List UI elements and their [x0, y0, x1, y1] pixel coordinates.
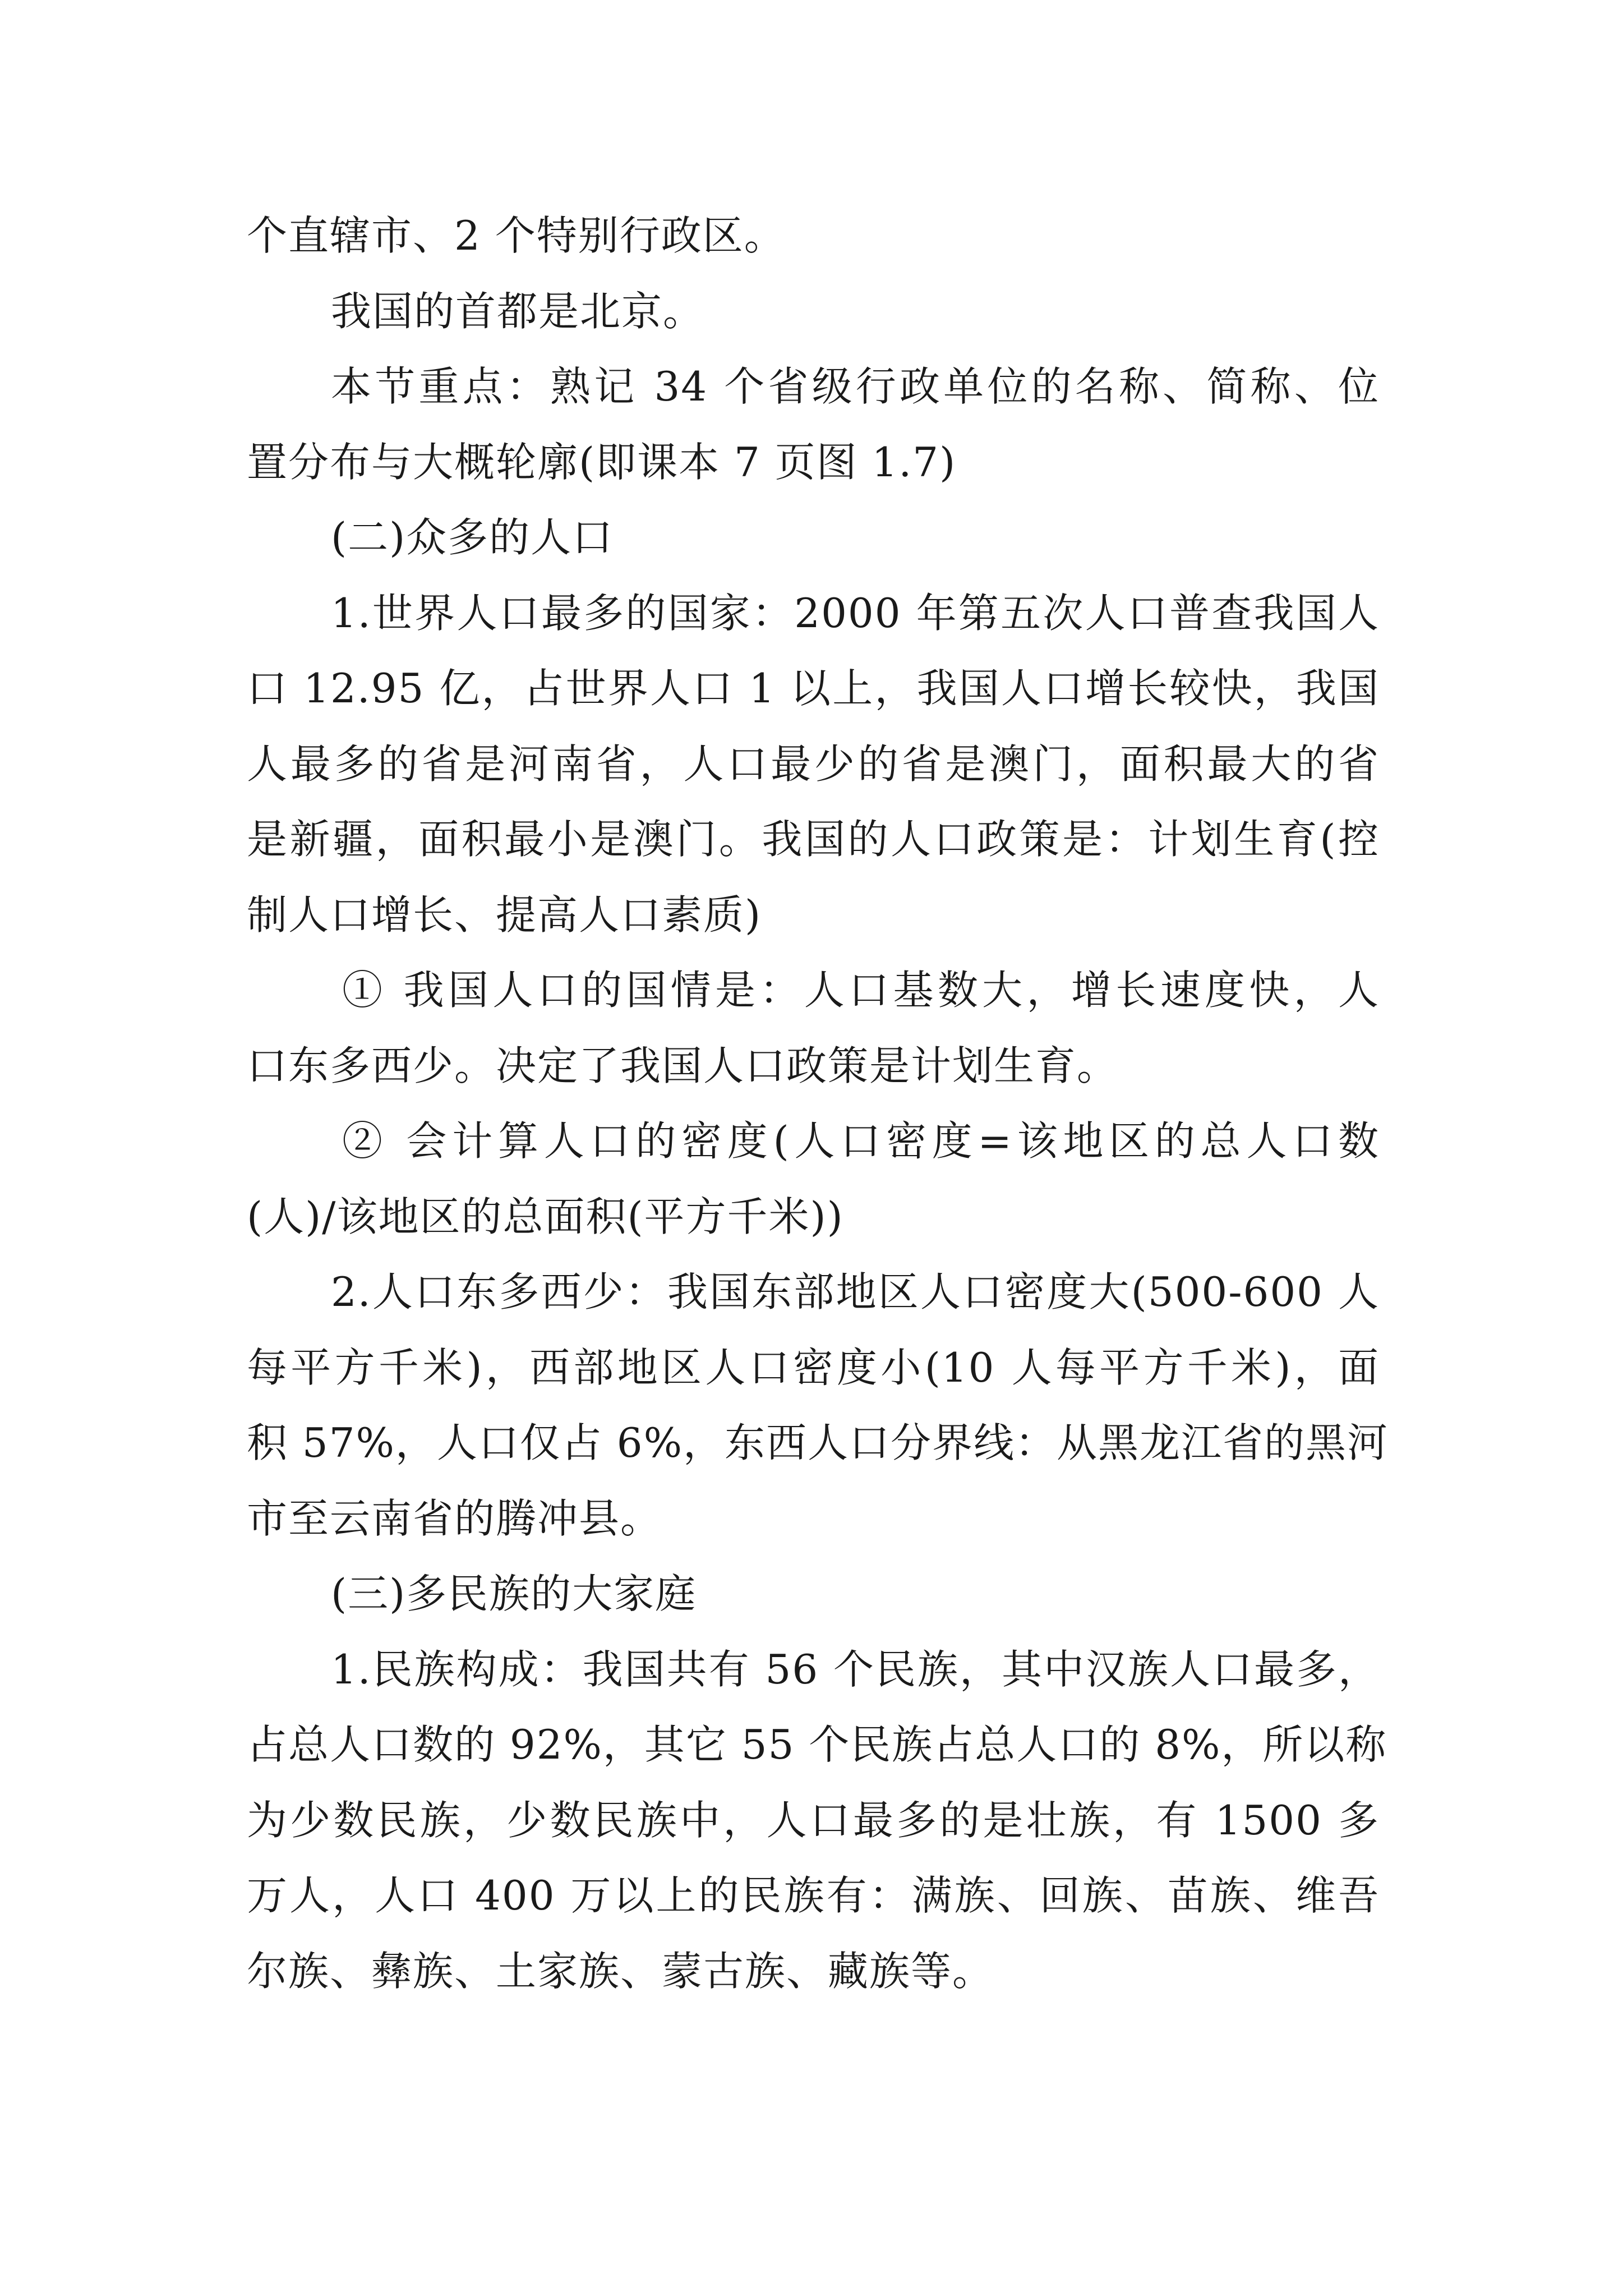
text-line: 占总人口数的 92%，其它 55 个民族占总人口的 8%，所以称	[247, 1721, 1387, 1768]
text-line: 个直辖市、2 个特别行政区。	[247, 212, 786, 259]
text-line: 口 12.95 亿，占世界人口 1 以上，我国人口增长较快，我国	[247, 665, 1380, 712]
text-line: 我国的首都是北京。	[331, 288, 705, 335]
text-line: 万人，人口 400 万以上的民族有：满族、回族、苗族、维吾	[247, 1872, 1380, 1919]
section-heading: (二)众多的人口	[331, 514, 614, 561]
text-line: 尔族、彝族、土家族、蒙古族、藏族等。	[247, 1948, 994, 1995]
text-line: 1.世界人口最多的国家：2000 年第五次人口普查我国人	[331, 590, 1380, 637]
text-line: 为少数民族，少数民族中，人口最多的是壮族，有 1500 多	[247, 1797, 1380, 1844]
text-line: 置分布与大概轮廓(即课本 7 页图 1.7)	[247, 439, 957, 486]
text-line: 口东多西少。决定了我国人口政策是计划生育。	[247, 1042, 1119, 1089]
text-line: (人)/该地区的总面积(平方千米))	[247, 1193, 844, 1240]
text-line: 是新疆，面积最小是澳门。我国的人口政策是：计划生育(控	[247, 816, 1380, 863]
text-line: 本节重点：熟记 34 个省级行政单位的名称、简称、位	[331, 363, 1380, 410]
text-line: 人最多的省是河南省，人口最少的省是澳门，面积最大的省	[247, 740, 1380, 788]
text-line: ② 会计算人口的密度(人口密度=该地区的总人口数	[342, 1117, 1380, 1165]
text-line: 1.民族构成：我国共有 56 个民族，其中汉族人口最多，	[331, 1646, 1380, 1693]
text-line: ① 我国人口的国情是：人口基数大，增长速度快，人	[342, 967, 1380, 1014]
text-line: 市至云南省的腾冲县。	[247, 1495, 662, 1542]
text-line: 制人口增长、提高人口素质)	[247, 891, 762, 938]
text-line: 2.人口东多西少：我国东部地区人口密度大(500-600 人	[331, 1268, 1380, 1315]
section-heading: (三)多民族的大家庭	[331, 1570, 697, 1617]
text-line: 每平方千米)，西部地区人口密度小(10 人每平方千米)，面	[247, 1344, 1380, 1391]
text-line: 积 57%，人口仅占 6%，东西人口分界线：从黑龙江省的黑河	[247, 1419, 1389, 1466]
